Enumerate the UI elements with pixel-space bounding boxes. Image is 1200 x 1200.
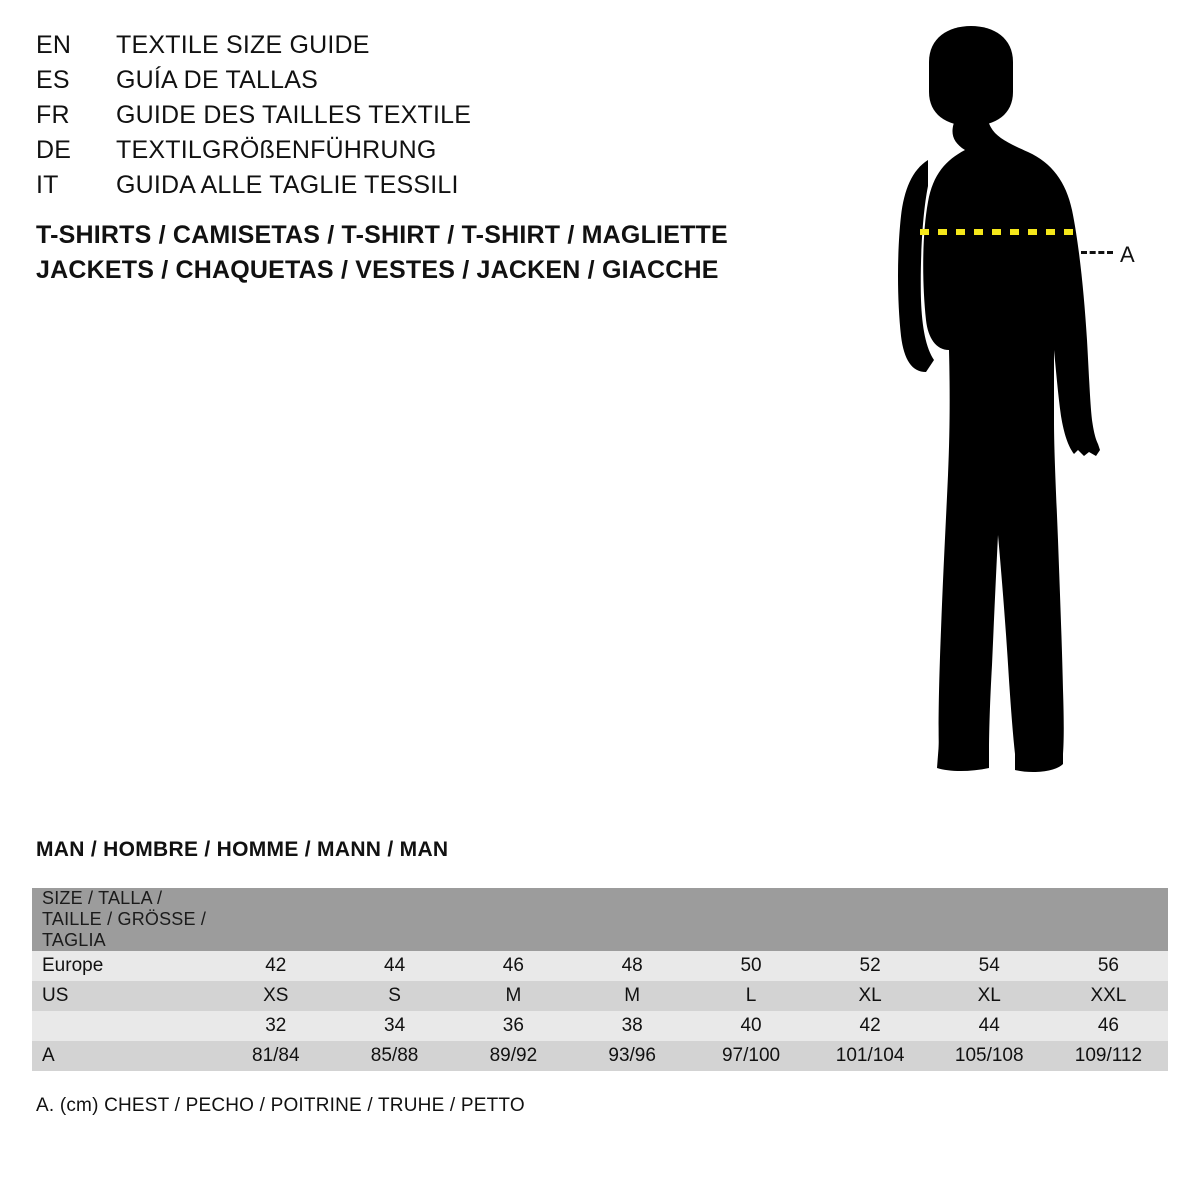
table-cell: 32 — [216, 1011, 335, 1041]
male-silhouette-icon — [800, 20, 1190, 790]
table-cell: XS — [216, 981, 335, 1011]
measure-pointer-line — [1081, 251, 1113, 254]
language-row — [36, 133, 776, 168]
language-list — [36, 28, 776, 203]
language-row — [36, 28, 776, 63]
table-cell: 109/112 — [1049, 1041, 1168, 1071]
table-cell: 105/108 — [930, 1041, 1049, 1071]
row-label: US — [32, 981, 216, 1011]
table-cell: 101/104 — [811, 1041, 930, 1071]
table-cell: S — [335, 981, 454, 1011]
table-cell: 34 — [335, 1011, 454, 1041]
language-code: ES — [36, 66, 70, 94]
table-cell: 97/100 — [692, 1041, 811, 1071]
language-row — [36, 63, 776, 98]
table-cell: M — [573, 981, 692, 1011]
table-cell: 44 — [930, 1011, 1049, 1041]
table-cell: 89/92 — [454, 1041, 573, 1071]
body-figure — [800, 20, 1190, 790]
table-row — [32, 1011, 1168, 1041]
table-header-label: SIZE / TALLA / TAILLE / GRÖSSE / TAGLIA — [32, 888, 216, 951]
table-cell: L — [692, 981, 811, 1011]
table-cell: 42 — [811, 1011, 930, 1041]
language-row — [36, 98, 776, 133]
table-cell: 50 — [692, 951, 811, 981]
table-cell: 85/88 — [335, 1041, 454, 1071]
language-code: DE — [36, 136, 72, 164]
table-cell: 54 — [930, 951, 1049, 981]
language-code: EN — [36, 31, 72, 59]
language-title: TEXTILGRÖßENFÜHRUNG — [116, 136, 437, 164]
garment-type-list — [36, 218, 796, 288]
table-cell: 36 — [454, 1011, 573, 1041]
garment-type-jackets: JACKETS / CHAQUETAS / VESTES / JACKEN / GIACCHE — [36, 256, 719, 284]
table-cell: 56 — [1049, 951, 1168, 981]
table-cell: M — [454, 981, 573, 1011]
table-cell: 40 — [692, 1011, 811, 1041]
measure-label-a: A — [1120, 242, 1136, 267]
table-footnote: A. (cm) CHEST / PECHO / POITRINE / TRUHE / PETTO — [36, 1095, 525, 1116]
table-cell: 52 — [811, 951, 930, 981]
table-row — [32, 951, 1168, 981]
table-cell: 81/84 — [216, 1041, 335, 1071]
table-cell: 48 — [573, 951, 692, 981]
garment-type-tshirts: T-SHIRTS / CAMISETAS / T-SHIRT / T-SHIRT / MAGLIETTE — [36, 221, 728, 249]
language-title: GUÍA DE TALLAS — [116, 66, 318, 94]
table-row — [32, 981, 1168, 1011]
table-cell: 42 — [216, 951, 335, 981]
language-code: FR — [36, 101, 70, 129]
table-cell: 46 — [454, 951, 573, 981]
language-title: GUIDE DES TAILLES TEXTILE — [116, 101, 472, 129]
table-cell: 44 — [335, 951, 454, 981]
table-header-row — [32, 888, 1168, 951]
language-title: TEXTILE SIZE GUIDE — [116, 31, 370, 59]
section-title-man: MAN / HOMBRE / HOMME / MANN / MAN — [36, 838, 449, 861]
row-label: A — [32, 1041, 216, 1071]
table-cell: XL — [930, 981, 1049, 1011]
language-code: IT — [36, 171, 59, 199]
row-label — [32, 1011, 216, 1041]
table-row — [32, 1041, 1168, 1071]
language-row — [36, 168, 776, 203]
table-cell: 93/96 — [573, 1041, 692, 1071]
table-cell: 38 — [573, 1011, 692, 1041]
table-cell: XL — [811, 981, 930, 1011]
size-table — [32, 888, 1168, 1071]
table-cell: XXL — [1049, 981, 1168, 1011]
language-title: GUIDA ALLE TAGLIE TESSILI — [116, 171, 459, 199]
row-label: Europe — [32, 951, 216, 981]
table-cell: 46 — [1049, 1011, 1168, 1041]
